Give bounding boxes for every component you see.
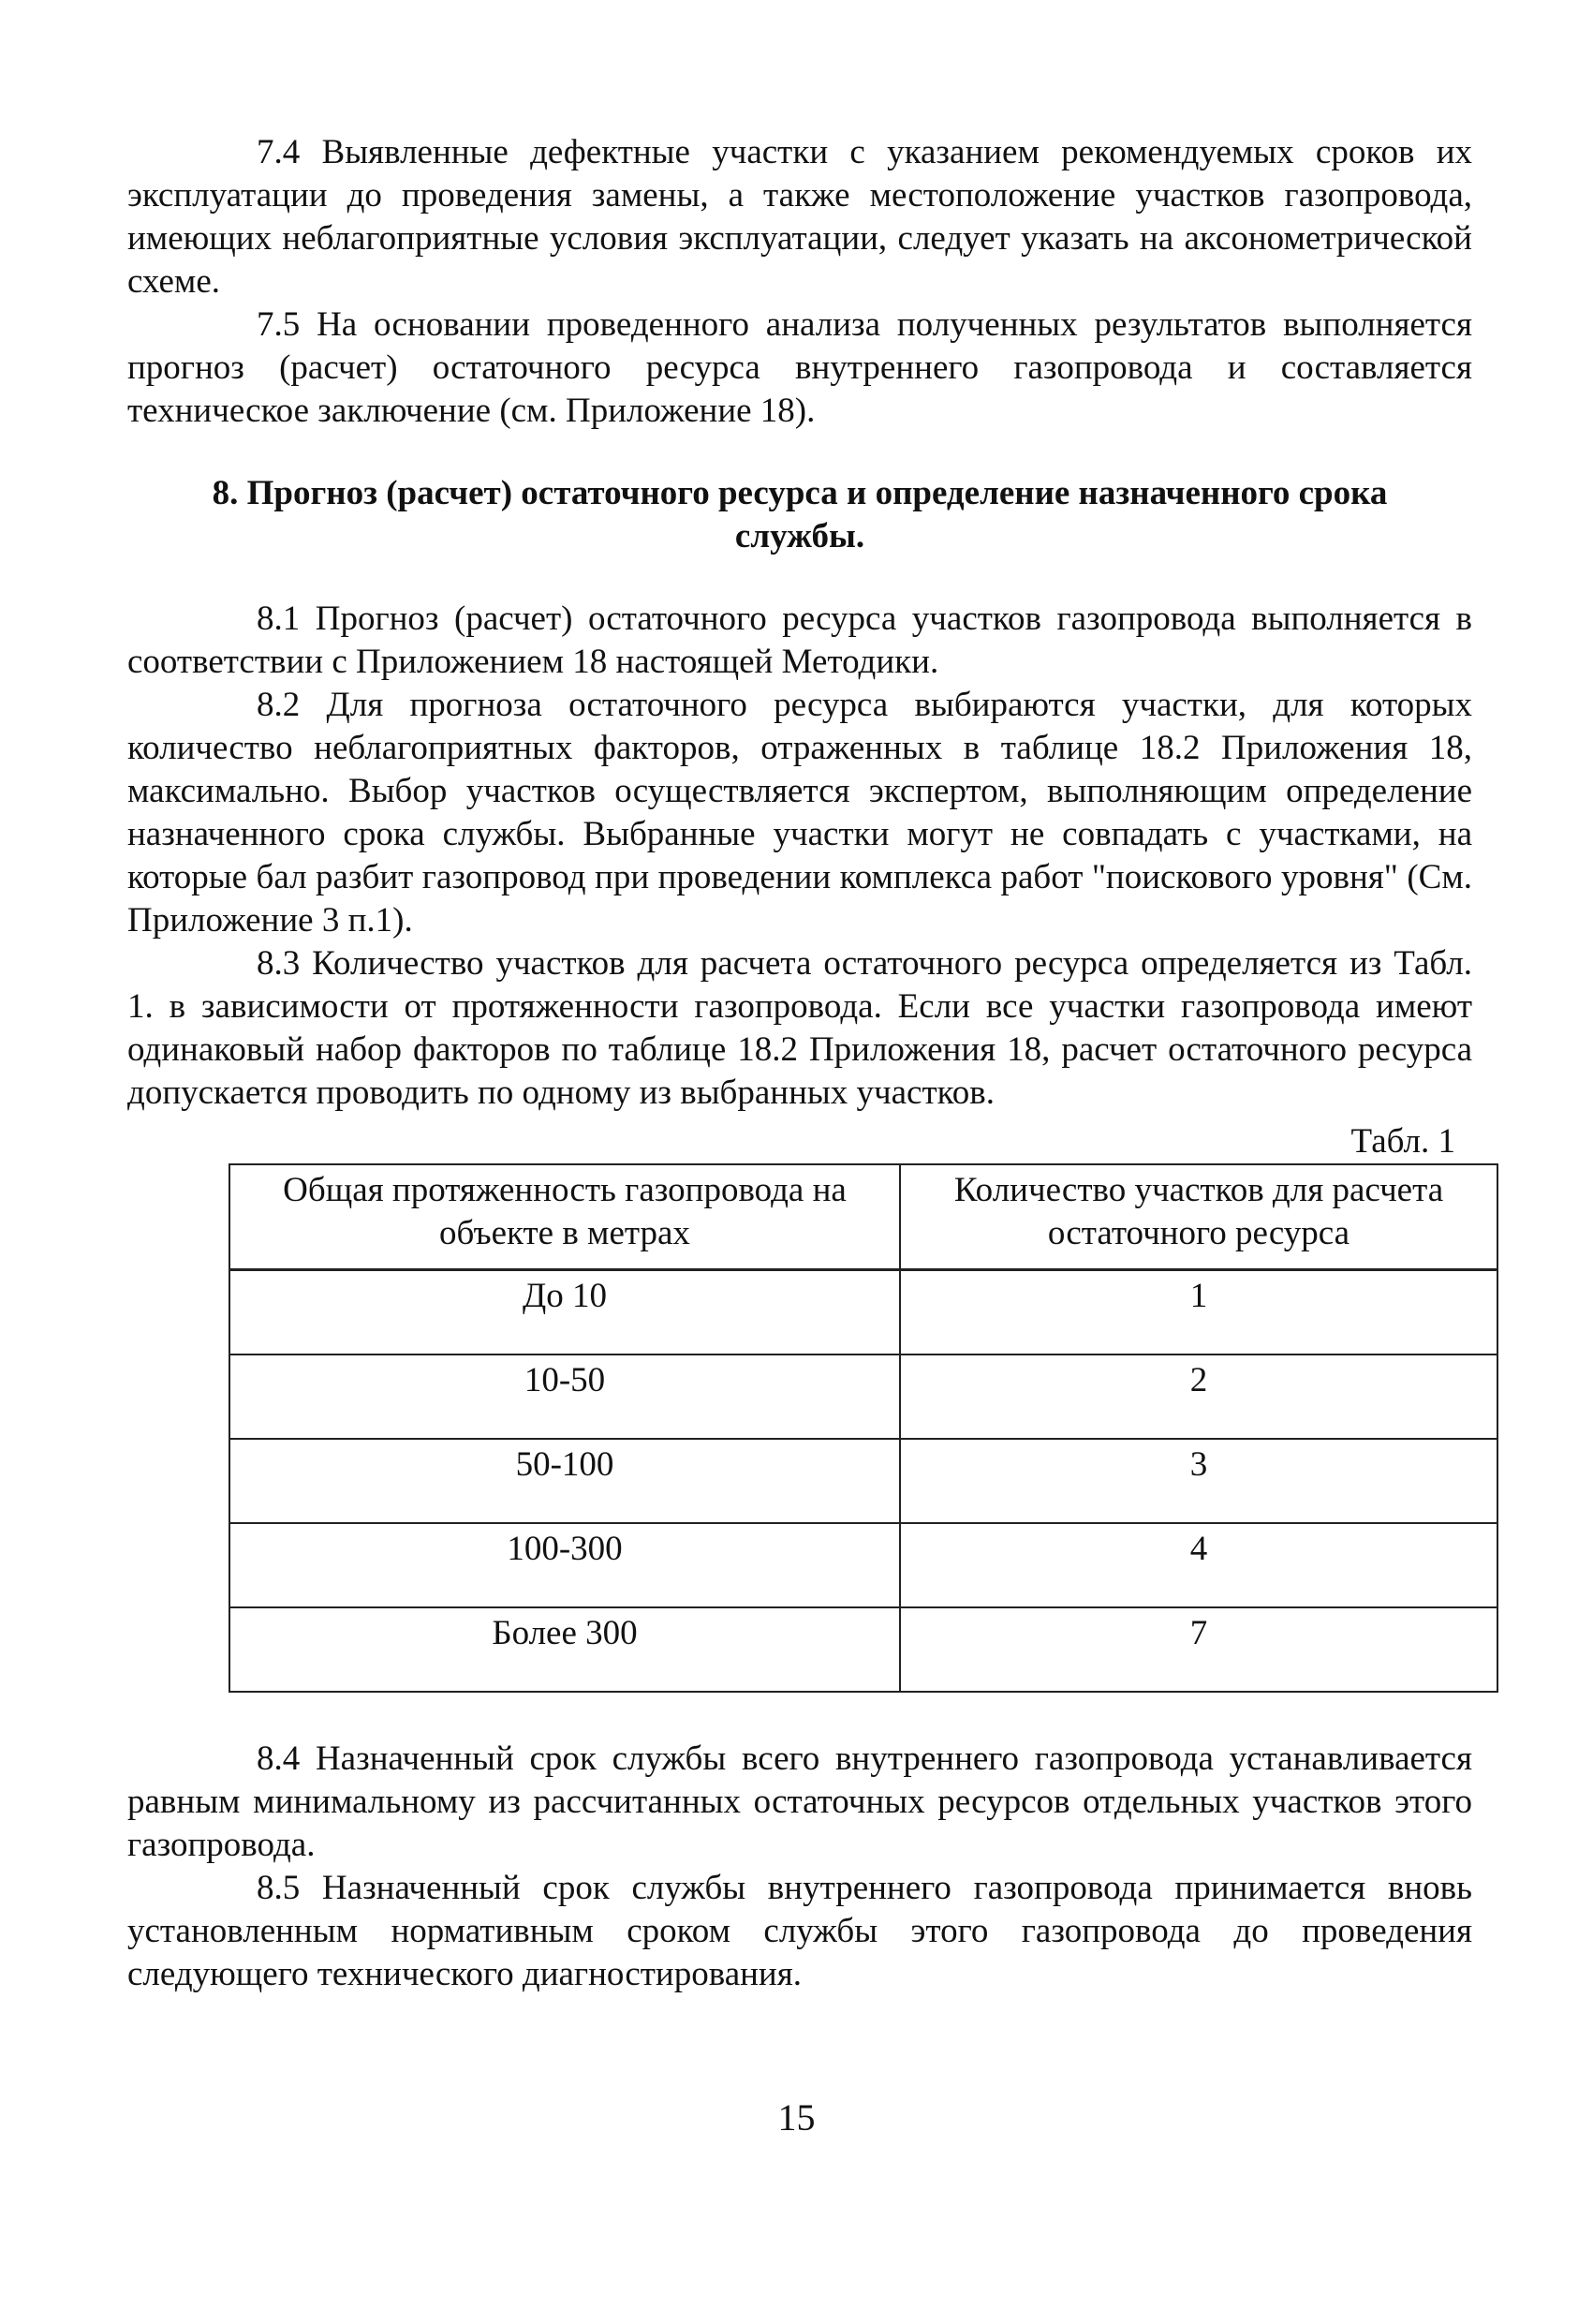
paragraph-8-3: 8.3 Количество участков для расчета остаточного ресурса определяется из Табл. 1. в зависимости от протяженности газопровода. Если все участки газопровода имеют одинаковый набор факторов по таблице 18.2 Приложения 18, расчет остаточного ресурса допускается проводить по одному из выбранных участков. [127,944,1472,1112]
table-cell-count: 3 [900,1439,1497,1523]
table-row [229,1439,1497,1523]
table-cell-count: 1 [900,1270,1497,1355]
table-cell-count: 4 [900,1523,1497,1607]
paragraph-8-1: 8.1 Прогноз (расчет) остаточного ресурса участков газопровода выполняется в соответствии с Приложением 18 настоящей Методики. [127,600,1472,681]
page-number: 15 [777,2096,816,2139]
section-8-heading: 8. Прогноз (расчет) остаточного ресурса и определение назначенного срока службы. [212,474,1388,555]
table-header-count: Количество участков для расчета остаточного ресурса [900,1164,1497,1270]
table-header-row [229,1164,1497,1270]
sections-count-table [229,1163,1498,1693]
table-header-length: Общая протяженность газопровода на объекте в метрах [229,1164,900,1270]
table-row [229,1270,1497,1355]
paragraph-7-5: 7.5 На основании проведенного анализа полученных результатов выполняется прогноз (расчет) остаточного ресурса внутреннего газопровода и составляется техническое заключение (см. Приложение 18). [127,305,1472,430]
paragraph-7-4: 7.4 Выявленные дефектные участки с указанием рекомендуемых сроков их эксплуатации до проведения замены, а также местоположение участков газопровода, имеющих неблагоприятные условия эксплуатации, следует указать на аксонометрической схеме. [127,133,1472,301]
table-cell-length: Более 300 [229,1607,900,1692]
table-cell-count: 2 [900,1354,1497,1439]
table-row [229,1607,1497,1692]
table-cell-length: До 10 [229,1270,900,1355]
table-row [229,1523,1497,1607]
paragraph-8-5: 8.5 Назначенный срок службы внутреннего газопровода принимается вновь установленным нормативным сроком службы этого газопровода до проведения следующего технического диагностирования. [127,1869,1472,1993]
table-caption: Табл. 1 [1350,1122,1455,1161]
document-page [127,131,1472,1996]
paragraph-8-4: 8.4 Назначенный срок службы всего внутреннего газопровода устанавливается равным минимальному из рассчитанных остаточных ресурсов отдельных участков этого газопровода. [127,1739,1472,1864]
table-cell-length: 10-50 [229,1354,900,1439]
paragraph-8-2: 8.2 Для прогноза остаточного ресурса выбираются участки, для которых количество неблагоприятных факторов, отраженных в таблице 18.2 Приложения 18, максимально. Выбор участков осуществляется экспертом, выполняющим определение назначенного срока службы. Выбранные участки могут не совпадать с участками, на которые бал разбит газопровод при проведении комплекса работ "поискового уровня" (См. Приложение 3 п.1). [127,686,1472,940]
table-row [229,1354,1497,1439]
table-cell-length: 100-300 [229,1523,900,1607]
table-cell-count: 7 [900,1607,1497,1692]
table-cell-length: 50-100 [229,1439,900,1523]
